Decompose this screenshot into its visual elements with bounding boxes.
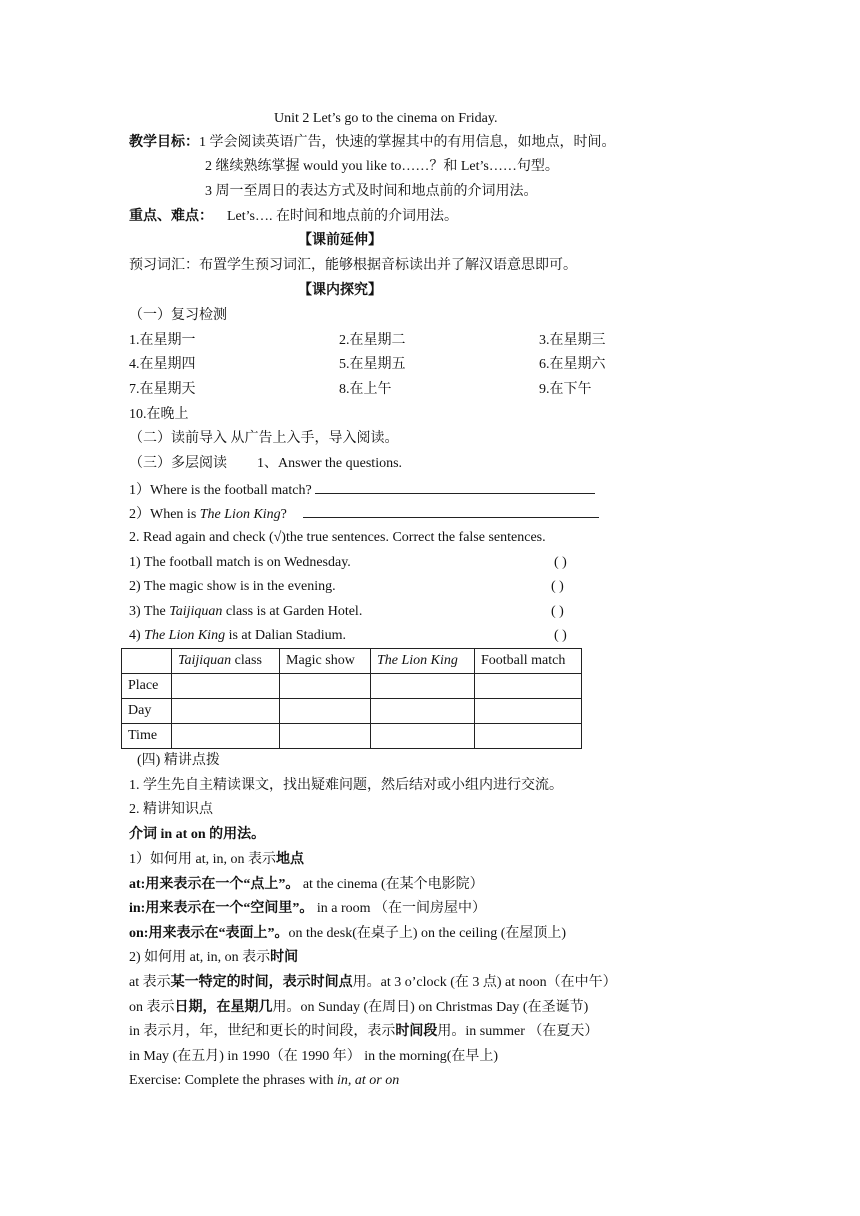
tf-sentence-3: 3) The Taijiquan class is at Garden Hotel.: [129, 604, 363, 619]
in-class-heading: 【课内探究】: [298, 283, 382, 298]
table-cell[interactable]: [172, 724, 280, 749]
table-cell[interactable]: [172, 674, 280, 699]
in-time: in 表示月，年，世纪和更长的时间段，表示时间段用。in summer （在夏天）: [129, 1024, 599, 1039]
table-cell[interactable]: [172, 699, 280, 724]
keypoints: 重点、难点： Let’s…. 在时间和地点前的介词用法。: [129, 209, 458, 224]
table-cell[interactable]: [475, 724, 582, 749]
tf-bracket[interactable]: ( ): [554, 628, 567, 643]
table-row: [122, 724, 582, 749]
tf-sentence-4: 4) The Lion King is at Dalian Stadium.: [129, 628, 347, 643]
tf-sentence-1: 1) The football match is on Wednesday.: [129, 555, 351, 570]
time-heading: 2) 如何用 at, in, on 表示时间: [129, 950, 299, 965]
review-item: 4.在星期四: [129, 357, 196, 372]
pre-class-heading: 【课前延伸】: [298, 233, 382, 248]
answer-blank[interactable]: [315, 480, 595, 494]
objective-1: 教学目标：1 学会阅读英语广告，快速的掌握其中的有用信息，如地点，时间。: [129, 135, 616, 150]
objective-2: 2 继续熟练掌握 would you like to……？和 Let’s……句型。: [205, 159, 559, 174]
objectives-label: 教学目标：: [129, 135, 199, 150]
table-cell[interactable]: [371, 699, 475, 724]
review-heading: （一）复习检测: [129, 308, 227, 323]
table-cell[interactable]: [475, 674, 582, 699]
page-title: Unit 2 Let’s go to the cinema on Friday.: [274, 111, 498, 126]
table-cell[interactable]: [371, 724, 475, 749]
tf-sentence-2: 2) The magic show is in the evening.: [129, 579, 336, 594]
lead-in: （二）读前导入 从广告上入手，导入阅读。: [129, 431, 399, 446]
table-cell[interactable]: [475, 699, 582, 724]
review-item: 1.在星期一: [129, 333, 196, 348]
at-place: at:用来表示在一个“点上”。 at the cinema (在某个电影院）: [129, 877, 484, 892]
objective-3: 3 周一至周日的表达方式及时间和地点前的介词用法。: [205, 184, 538, 199]
table-header-cell: The Lion King: [371, 649, 475, 674]
tf-bracket[interactable]: ( ): [551, 604, 564, 619]
on-time: on 表示日期，在星期几用。on Sunday (在周日) on Christmas Day (在圣诞节): [129, 1000, 589, 1015]
row-label: Place: [122, 674, 172, 699]
at-time: at 表示某一特定的时间，表示时间点用。at 3 o’clock (在 3 点) at noon（在中午）: [129, 975, 617, 990]
table-cell[interactable]: [280, 699, 371, 724]
tf-bracket[interactable]: ( ): [551, 579, 564, 594]
question-2: 2）When is The Lion King?: [129, 504, 599, 524]
tf-bracket[interactable]: ( ): [554, 555, 567, 570]
table-cell[interactable]: [280, 724, 371, 749]
row-label: Time: [122, 724, 172, 749]
answer-blank[interactable]: [303, 504, 599, 518]
prep-title: 介词 in at on 的用法。: [129, 827, 266, 842]
review-item: 5.在星期五: [339, 357, 406, 372]
table-header-row: [122, 649, 582, 674]
table-corner-cell: [122, 649, 172, 674]
review-item: 3.在星期三: [539, 333, 606, 348]
table-row: [122, 699, 582, 724]
in-time-examples: in May (在五月) in 1990（在 1990 年） in the morning(在早上): [129, 1049, 499, 1064]
review-item: 6.在星期六: [539, 357, 606, 372]
table-header-cell: Taijiquan class: [172, 649, 280, 674]
table-header-cell: Magic show: [280, 649, 371, 674]
explain-p1: 1. 学生先自主精读课文，找出疑难问题，然后结对或小组内进行交流。: [129, 778, 563, 793]
table-row: [122, 674, 582, 699]
reading-heading: （三）多层阅读 1、Answer the questions.: [129, 456, 403, 471]
pre-class-text: 预习词汇：布置学生预习词汇，能够根据音标读出并了解汉语意思即可。: [129, 258, 577, 273]
explain-p2: 2. 精讲知识点: [129, 802, 213, 817]
task-2: 2. Read again and check (√)the true sentences. Correct the false sentences.: [129, 530, 546, 545]
table-cell[interactable]: [280, 674, 371, 699]
on-place: on:用来表示在“表面上”。on the desk(在桌子上) on the ceiling (在屋顶上): [129, 926, 567, 941]
question-1: 1）Where is the football match?: [129, 480, 595, 500]
review-item: 9.在下午: [539, 382, 592, 397]
review-item: 8.在上午: [339, 382, 392, 397]
explain-heading: (四) 精讲点拨: [137, 753, 220, 768]
review-item: 7.在星期天: [129, 382, 196, 397]
place-heading: 1）如何用 at, in, on 表示地点: [129, 852, 304, 867]
info-table: [121, 648, 582, 749]
row-label: Day: [122, 699, 172, 724]
review-item: 2.在星期二: [339, 333, 406, 348]
in-place: in:用来表示在一个“空间里”。 in a room （在一间房屋中）: [129, 901, 486, 916]
exercise-instruction: Exercise: Complete the phrases with in, at or on: [129, 1073, 400, 1088]
review-item: 10.在晚上: [129, 407, 189, 422]
table-header-cell: Football match: [475, 649, 582, 674]
table-cell[interactable]: [371, 674, 475, 699]
